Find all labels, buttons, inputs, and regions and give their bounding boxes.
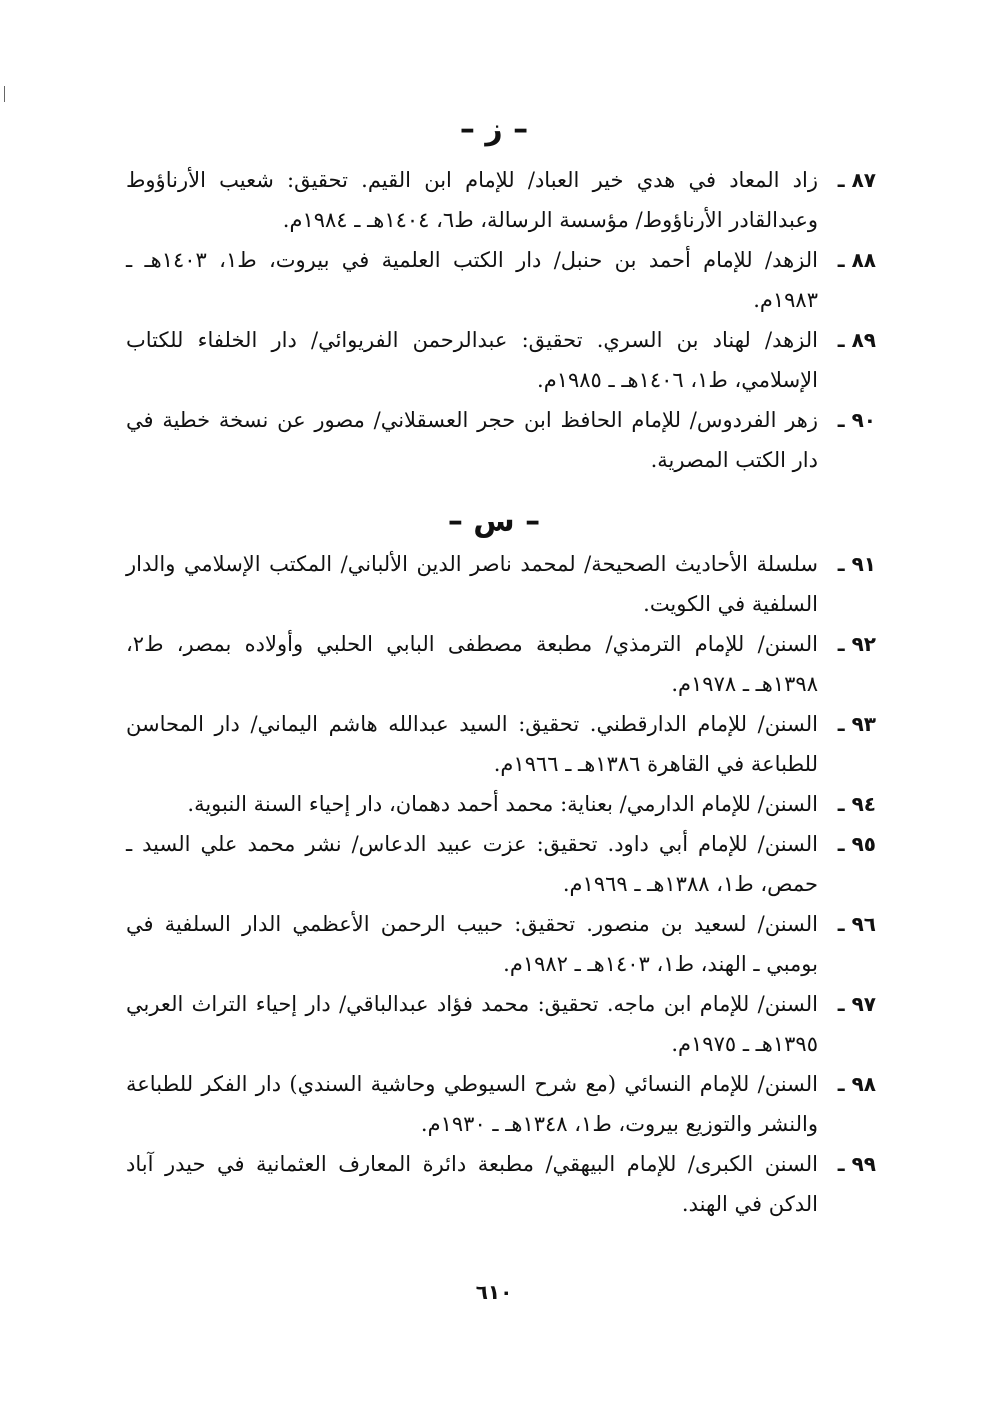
bibliography-entry <box>126 240 876 320</box>
bibliography-entry <box>126 784 876 824</box>
entry-number: ٩٦ ـ <box>837 912 876 936</box>
section-heading-sin: – س – <box>447 504 541 539</box>
entry-number: ٩٣ ـ <box>837 712 876 736</box>
entry-number: ٩٤ ـ <box>837 792 876 816</box>
bibliography-entry <box>126 400 876 480</box>
bibliography-entry <box>126 160 876 240</box>
entry-number: ٩٢ ـ <box>837 632 876 656</box>
entry-text: زهر الفردوس/ للإمام الحافظ ابن حجر العسقلاني/ مصور عن نسخة خطية في دار الكتب المصرية. <box>126 408 818 472</box>
entry-text: السنن/ للإمام الترمذي/ مطبعة مصطفى البابي الحلبي وأولاده بمصر، ط٢، ١٣٩٨هـ ـ ١٩٧٨م. <box>126 632 818 696</box>
entry-text: زاد المعاد في هدي خير العباد/ للإمام ابن القيم. تحقيق: شعيب الأرناؤوط وعبدالقادر الأرناؤوط/ مؤسسة الرسالة، ط٦، ١٤٠٤هـ ـ ١٩٨٤م. <box>126 168 818 232</box>
entry-number: ٩٧ ـ <box>837 992 876 1016</box>
entry-number: ٩٨ ـ <box>837 1072 876 1096</box>
entry-number: ٨٩ ـ <box>837 328 876 352</box>
bibliography-list-zay <box>126 160 876 480</box>
entry-number: ٩٩ ـ <box>837 1152 876 1176</box>
entry-text: السنن الكبرى/ للإمام البيهقي/ مطبعة دائرة المعارف العثمانية في حيدر آباد الدكن في الهند. <box>126 1152 818 1216</box>
bibliography-entry <box>126 544 876 624</box>
bibliography-entry <box>126 704 876 784</box>
bibliography-entry <box>126 624 876 704</box>
bibliography-entry <box>126 1064 876 1144</box>
bibliography-entry <box>126 984 876 1064</box>
entry-text: السنن/ للإمام أبي داود. تحقيق: عزت عبيد الدعاس/ نشر محمد علي السيد ـ حمص، ط١، ١٣٨٨هـ ـ ١٩٦٩م. <box>126 832 818 896</box>
entry-text: السنن/ للإمام الدارقطني. تحقيق: السيد عبدالله هاشم اليماني/ دار المحاسن للطباعة في القاهرة ١٣٨٦هـ ـ ١٩٦٦م. <box>126 712 818 776</box>
scan-edge-mark <box>4 86 9 102</box>
entry-text: السنن/ للإمام النسائي (مع شرح السيوطي وحاشية السندي) دار الفكر للطباعة والنشر والتوزيع بيروت، ط١، ١٣٤٨هـ ـ ١٩٣٠م. <box>126 1072 818 1136</box>
entry-number: ٩٠ ـ <box>837 408 876 432</box>
bibliography-list-sin <box>126 544 876 1224</box>
section-heading-zay: – ز – <box>459 112 529 147</box>
entry-text: سلسلة الأحاديث الصحيحة/ لمحمد ناصر الدين الألباني/ المكتب الإسلامي والدار السلفية في الكويت. <box>126 552 818 616</box>
entry-text: السنن/ للإمام الدارمي/ بعناية: محمد أحمد دهمان، دار إحياء السنة النبوية. <box>187 792 818 816</box>
entry-text: السنن/ للإمام ابن ماجه. تحقيق: محمد فؤاد عبدالباقي/ دار إحياء التراث العربي ١٣٩٥هـ ـ ١٩٧٥م. <box>126 992 818 1056</box>
page-number: ٦١٠ <box>475 1280 513 1304</box>
bibliography-entry <box>126 320 876 400</box>
entry-number: ٨٨ ـ <box>837 248 876 272</box>
entry-text: الزهد/ لهناد بن السري. تحقيق: عبدالرحمن الفريوائي/ دار الخلفاء للكتاب الإسلامي، ط١، ١٤٠٦هـ ـ ١٩٨٥م. <box>126 328 818 392</box>
entry-number: ٩١ ـ <box>837 552 876 576</box>
entry-text: الزهد/ للإمام أحمد بن حنبل/ دار الكتب العلمية في بيروت، ط١، ١٤٠٣هـ ـ ١٩٨٣م. <box>126 248 819 312</box>
entry-number: ٩٥ ـ <box>837 832 876 856</box>
entry-number: ٨٧ ـ <box>837 168 876 192</box>
entry-text: السنن/ لسعيد بن منصور. تحقيق: حبيب الرحمن الأعظمي الدار السلفية في بومبي ـ الهند، ط١، ١٤٠٣هـ ـ ١٩٨٢م. <box>126 912 818 976</box>
bibliography-entry <box>126 824 876 904</box>
bibliography-entry <box>126 904 876 984</box>
bibliography-entry <box>126 1144 876 1224</box>
